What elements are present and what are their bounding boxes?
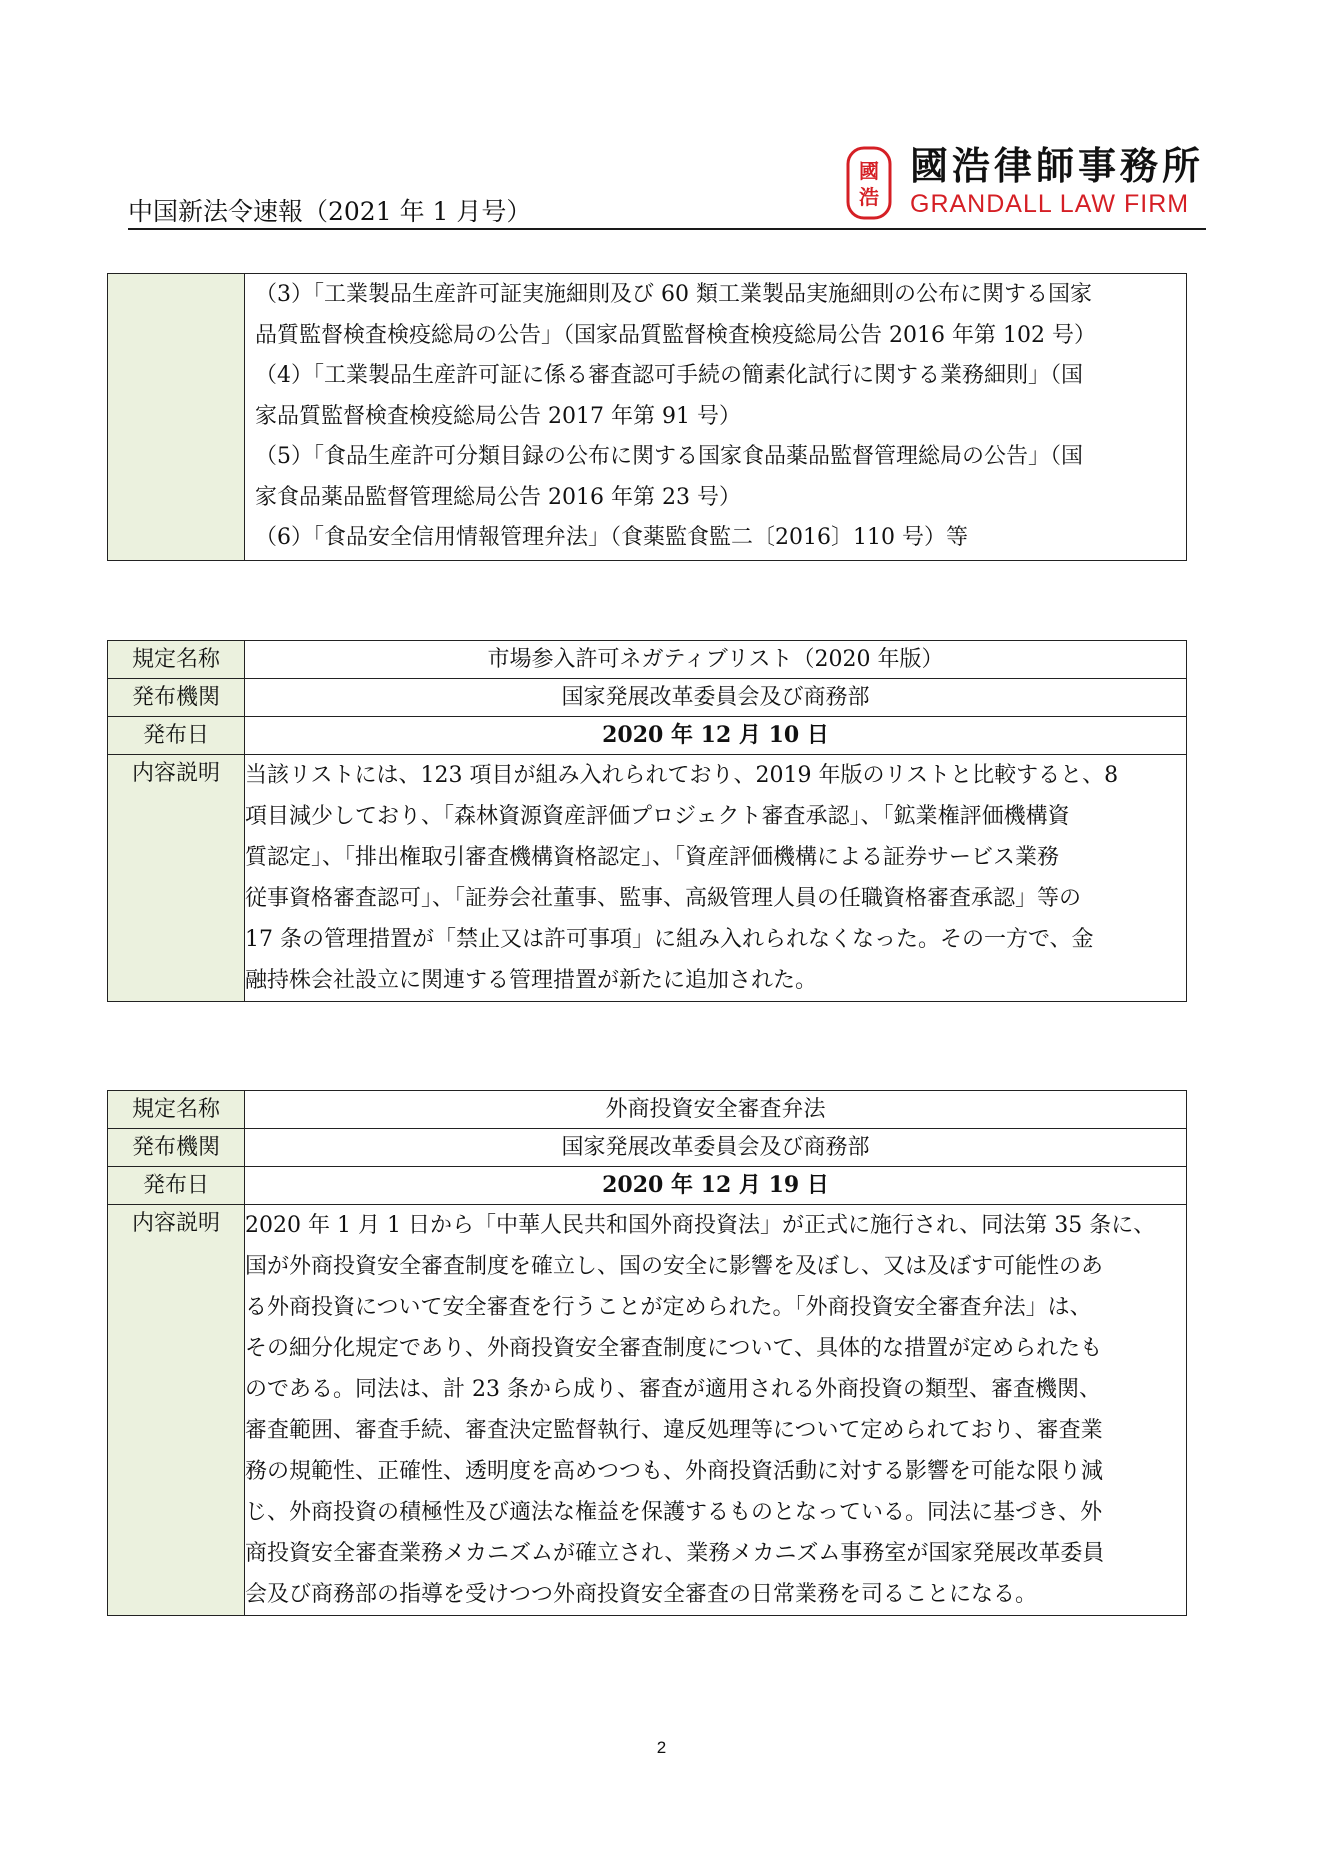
content-label: 内容説明	[108, 1205, 245, 1616]
table-row	[108, 274, 1187, 561]
content-line: 質認定」、「排出権取引審査機構資格認定」、「資産評価機構による証券サービス業務	[245, 845, 1060, 870]
firm-name-cn: 國浩律師事務所	[910, 144, 1205, 188]
issuer-value: 国家発展改革委員会及び商務部	[245, 1129, 1187, 1167]
content-line: 商投資安全審査業務メカニズムが確立され、業務メカニズム事務室が国家発展改革委員	[245, 1541, 1105, 1566]
content-label: 内容説明	[108, 755, 245, 1002]
content-line: 2020 年 1 月 1 日から「中華人民共和国外商投資法」が正式に施行され、同法第 35 条に、	[245, 1213, 1156, 1238]
empty-label-cell	[108, 274, 245, 561]
content-line: 国が外商投資安全審査制度を確立し、国の安全に影響を及ぼし、又は及ぼす可能性のあ	[245, 1254, 1104, 1279]
date-value: 2020 年 12 月 10 日	[245, 717, 1187, 755]
content-line: その細分化規定であり、外商投資安全審査制度について、具体的な措置が定められたも	[245, 1336, 1103, 1361]
page-header	[128, 144, 1206, 230]
issuer-label: 発布機関	[108, 1129, 245, 1167]
content-line: 17 条の管理措置が「禁止又は許可事項」に組み入れられなくなった。その一方で、金	[245, 927, 1094, 952]
issuer-value: 国家発展改革委員会及び商務部	[245, 679, 1187, 717]
date-label: 発布日	[108, 717, 245, 755]
negative-list-table	[107, 640, 1187, 1002]
date-label: 発布日	[108, 1167, 245, 1205]
content-line: のである。同法は、計 23 条から成り、審査が適用される外商投資の類型、審査機関、	[245, 1377, 1101, 1402]
list-item: （3）「工業製品生産許可証実施細則及び 60 類工業製品実施細則の公布に関する国家	[255, 282, 1092, 307]
name-label: 規定名称	[108, 1091, 245, 1129]
list-item: （4）「工業製品生産許可証に係る審査認可手続の簡素化試行に関する業務細則」（国	[255, 363, 1083, 388]
content-line: 務の規範性、正確性、透明度を高めつつも、外商投資活動に対する影響を可能な限り減	[245, 1459, 1104, 1484]
content-line: る外商投資について安全審査を行うことが定められた。「外商投資安全審査弁法」は、	[245, 1295, 1092, 1320]
list-item: （5）「食品生産許可分類目録の公布に関する国家食品薬品監督管理総局の公告」（国	[255, 444, 1083, 469]
table-row	[108, 755, 1187, 1002]
seal-icon	[846, 146, 892, 220]
content-line: 審査範囲、審査手続、審査決定監督執行、違反処理等について定められており、審査業	[245, 1418, 1103, 1443]
date-value: 2020 年 12 月 19 日	[245, 1167, 1187, 1205]
table-row	[108, 1129, 1187, 1167]
table-row	[108, 641, 1187, 679]
firm-logo	[846, 144, 1205, 220]
svg-text:浩: 浩	[859, 185, 879, 209]
content-line: 当該リストには、123 項目が組み入れられており、2019 年版のリストと比較すると、8	[245, 763, 1119, 788]
content-line: 従事資格審査認可」、「証券会社董事、監事、高級管理人員の任職資格審査承認」等の	[245, 886, 1082, 911]
page-number: 2	[656, 1738, 667, 1757]
continued-regulation-table	[107, 273, 1187, 561]
list-item: （6）「食品安全信用情報管理弁法」（食薬監食監二〔2016〕110 号）等	[255, 525, 968, 550]
newsletter-title: 中国新法令速報（2021 年 1 月号）	[128, 197, 532, 226]
content-line: 項目減少しており、「森林資源資産評価プロジェクト審査承認」、「鉱業権評価機構資	[245, 804, 1070, 829]
list-item: 品質監督検査検疫総局の公告」（国家品質監督検査検疫総局公告 2016 年第 102 号）	[255, 322, 1096, 348]
related-regulations-cell	[245, 274, 1187, 561]
content-description	[245, 1205, 1187, 1616]
list-item: 家食品薬品監督管理総局公告 2016 年第 23 号）	[255, 484, 741, 510]
content-line: 融持株会社設立に関連する管理措置が新たに追加された。	[245, 968, 818, 993]
table-row	[108, 1205, 1187, 1616]
regulation-name: 外商投資安全審査弁法	[245, 1091, 1187, 1129]
name-label: 規定名称	[108, 641, 245, 679]
table-row	[108, 717, 1187, 755]
regulation-name: 市場参入許可ネガティブリスト（2020 年版）	[245, 641, 1187, 679]
list-item: 家品質監督検査検疫総局公告 2017 年第 91 号）	[255, 403, 741, 429]
firm-name-en: GRANDALL LAW FIRM	[910, 190, 1190, 218]
table-row	[108, 1167, 1187, 1205]
table-row	[108, 1091, 1187, 1129]
security-review-table	[107, 1090, 1187, 1616]
table-row	[108, 679, 1187, 717]
issuer-label: 発布機関	[108, 679, 245, 717]
svg-text:國: 國	[859, 159, 879, 183]
content-line: じ、外商投資の積極性及び適法な権益を保護するものとなっている。同法に基づき、外	[245, 1500, 1103, 1525]
content-description	[245, 755, 1187, 1002]
header-divider	[128, 228, 1206, 230]
content-line: 会及び商務部の指導を受けつつ外商投資安全審査の日常業務を司ることになる。	[245, 1582, 1038, 1607]
